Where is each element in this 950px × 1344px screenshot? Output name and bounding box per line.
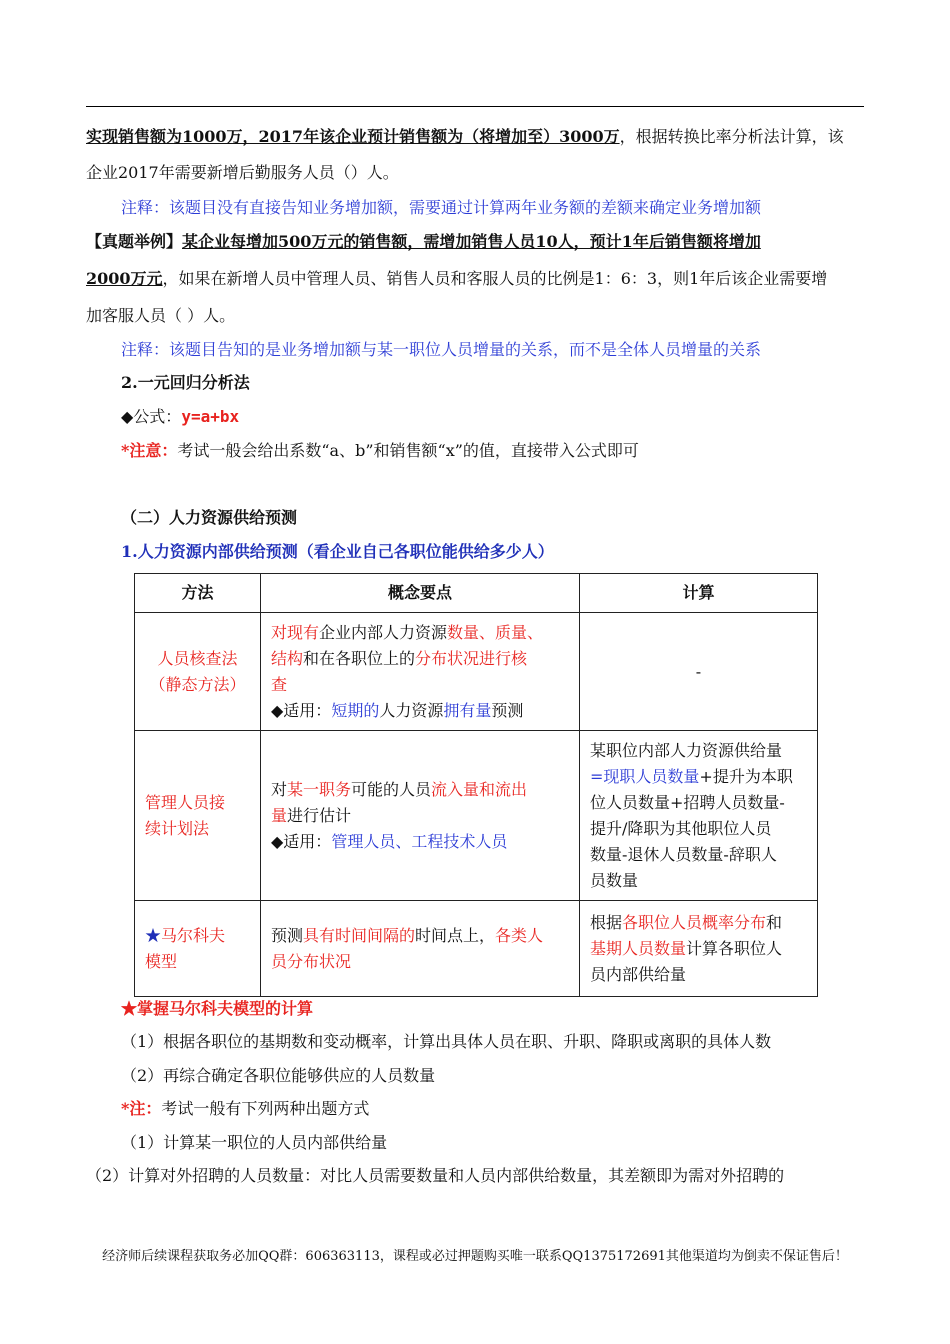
section-heading: 2.一元回归分析法	[121, 373, 250, 392]
example-line	[86, 231, 761, 253]
header-concept: 概念要点	[261, 574, 580, 613]
attention-label: *注意：	[121, 441, 178, 460]
note-line: 注释：该题目没有直接告知业务增加额，需要通过计算两年业务额的差额来确定业务增加额	[121, 198, 762, 217]
underlined-text: 2000万元	[86, 269, 163, 288]
footer-notice: 经济师后续课程获取务必加QQ群：606363113，课程或必过押题购买唯一联系QQ1375172691其他渠道均为倒卖不保证售后！	[102, 1249, 848, 1264]
example-line: 加客服人员（ ）人。	[86, 306, 236, 325]
calc-cell: 某职位内部人力资源供给量 =现职人员数量+提升为本职 位人员数量+招聘人员数量- 提升/降职为其他职位人员 数量-退休人员数量-辞职人 员数量	[580, 731, 818, 901]
markov-step: （1）根据各职位的基期数和变动概率，计算出具体人员在职、升职、降职或离职的具体人数	[121, 1032, 772, 1051]
table-row	[135, 731, 818, 901]
method-cell: 人员核查法 （静态方法）	[135, 613, 261, 731]
markov-way: （2）计算对外招聘的人员数量：对比人员需要数量和人员内部供给数量，其差额即为需对外招聘的	[86, 1166, 785, 1185]
markov-way: （1）计算某一职位的人员内部供给量	[121, 1133, 388, 1152]
header-calc: 计算	[580, 574, 818, 613]
note-line: 注释：该题目告知的是业务增加额与某一职位人员增量的关系，而不是全体人员增量的关系	[121, 340, 762, 359]
markov-step: （2）再综合确定各职位能够供应的人员数量	[121, 1066, 436, 1085]
part-heading: （二）人力资源供给预测	[121, 508, 298, 527]
markov-note: *注：考试一般有下列两种出题方式	[121, 1099, 370, 1118]
table-row	[135, 901, 818, 997]
method-cell: ★马尔科夫 模型	[135, 901, 261, 997]
underlined-text: 实现销售额为1000万，2017年该企业预计销售额为（将增加至）3000万	[86, 127, 620, 146]
header-method: 方法	[135, 574, 261, 613]
formula: y=a+bx	[181, 407, 240, 426]
table-row	[135, 613, 818, 731]
concept-cell: 对现有企业内部人力资源数量、质量、 结构和在各职位上的分布状况进行核 查 ◆适用：短期的人力资源拥有量预测	[261, 613, 580, 731]
concept-cell: 对某一职务可能的人员流入量和流出 量进行估计 ◆适用：管理人员、工程技术人员	[261, 731, 580, 901]
header-rule	[86, 106, 864, 107]
calc-cell: 根据各职位人员概率分布和 基期人员数量计算各职位人 员内部供给量	[580, 901, 818, 997]
attention-line: *注意：考试一般会给出系数“a、b”和销售额“x”的值，直接带入公式即可	[121, 441, 639, 460]
paragraph-line: 企业2017年需要新增后勤服务人员（）人。	[86, 163, 399, 182]
markov-heading: ★掌握马尔科夫模型的计算	[121, 999, 314, 1018]
formula-line: ◆公式：y=a+bx	[121, 407, 240, 426]
example-line: 2000万元，如果在新增人员中管理人员、销售人员和客服人员的比例是1：6：3，则1年后该企业需要增	[86, 269, 828, 288]
underlined-text: 某企业每增加500万元的销售额，需增加销售人员10人，预计1年后销售额将增加	[182, 232, 761, 251]
supply-methods-table	[134, 573, 818, 997]
star-icon: ★	[145, 925, 162, 945]
calc-cell: -	[580, 613, 818, 731]
concept-cell: 预测具有时间间隔的时间点上，各类人 员分布状况	[261, 901, 580, 997]
method-cell: 管理人员接 续计划法	[135, 731, 261, 901]
table-header-row	[135, 574, 818, 613]
subsection-heading: 1.人力资源内部供给预测（看企业自己各职位能供给多少人）	[121, 542, 554, 561]
example-label: 【真题举例】	[86, 232, 183, 251]
paragraph-line: 实现销售额为1000万，2017年该企业预计销售额为（将增加至）3000万，根据转换比率分析法计算，该	[86, 127, 844, 146]
